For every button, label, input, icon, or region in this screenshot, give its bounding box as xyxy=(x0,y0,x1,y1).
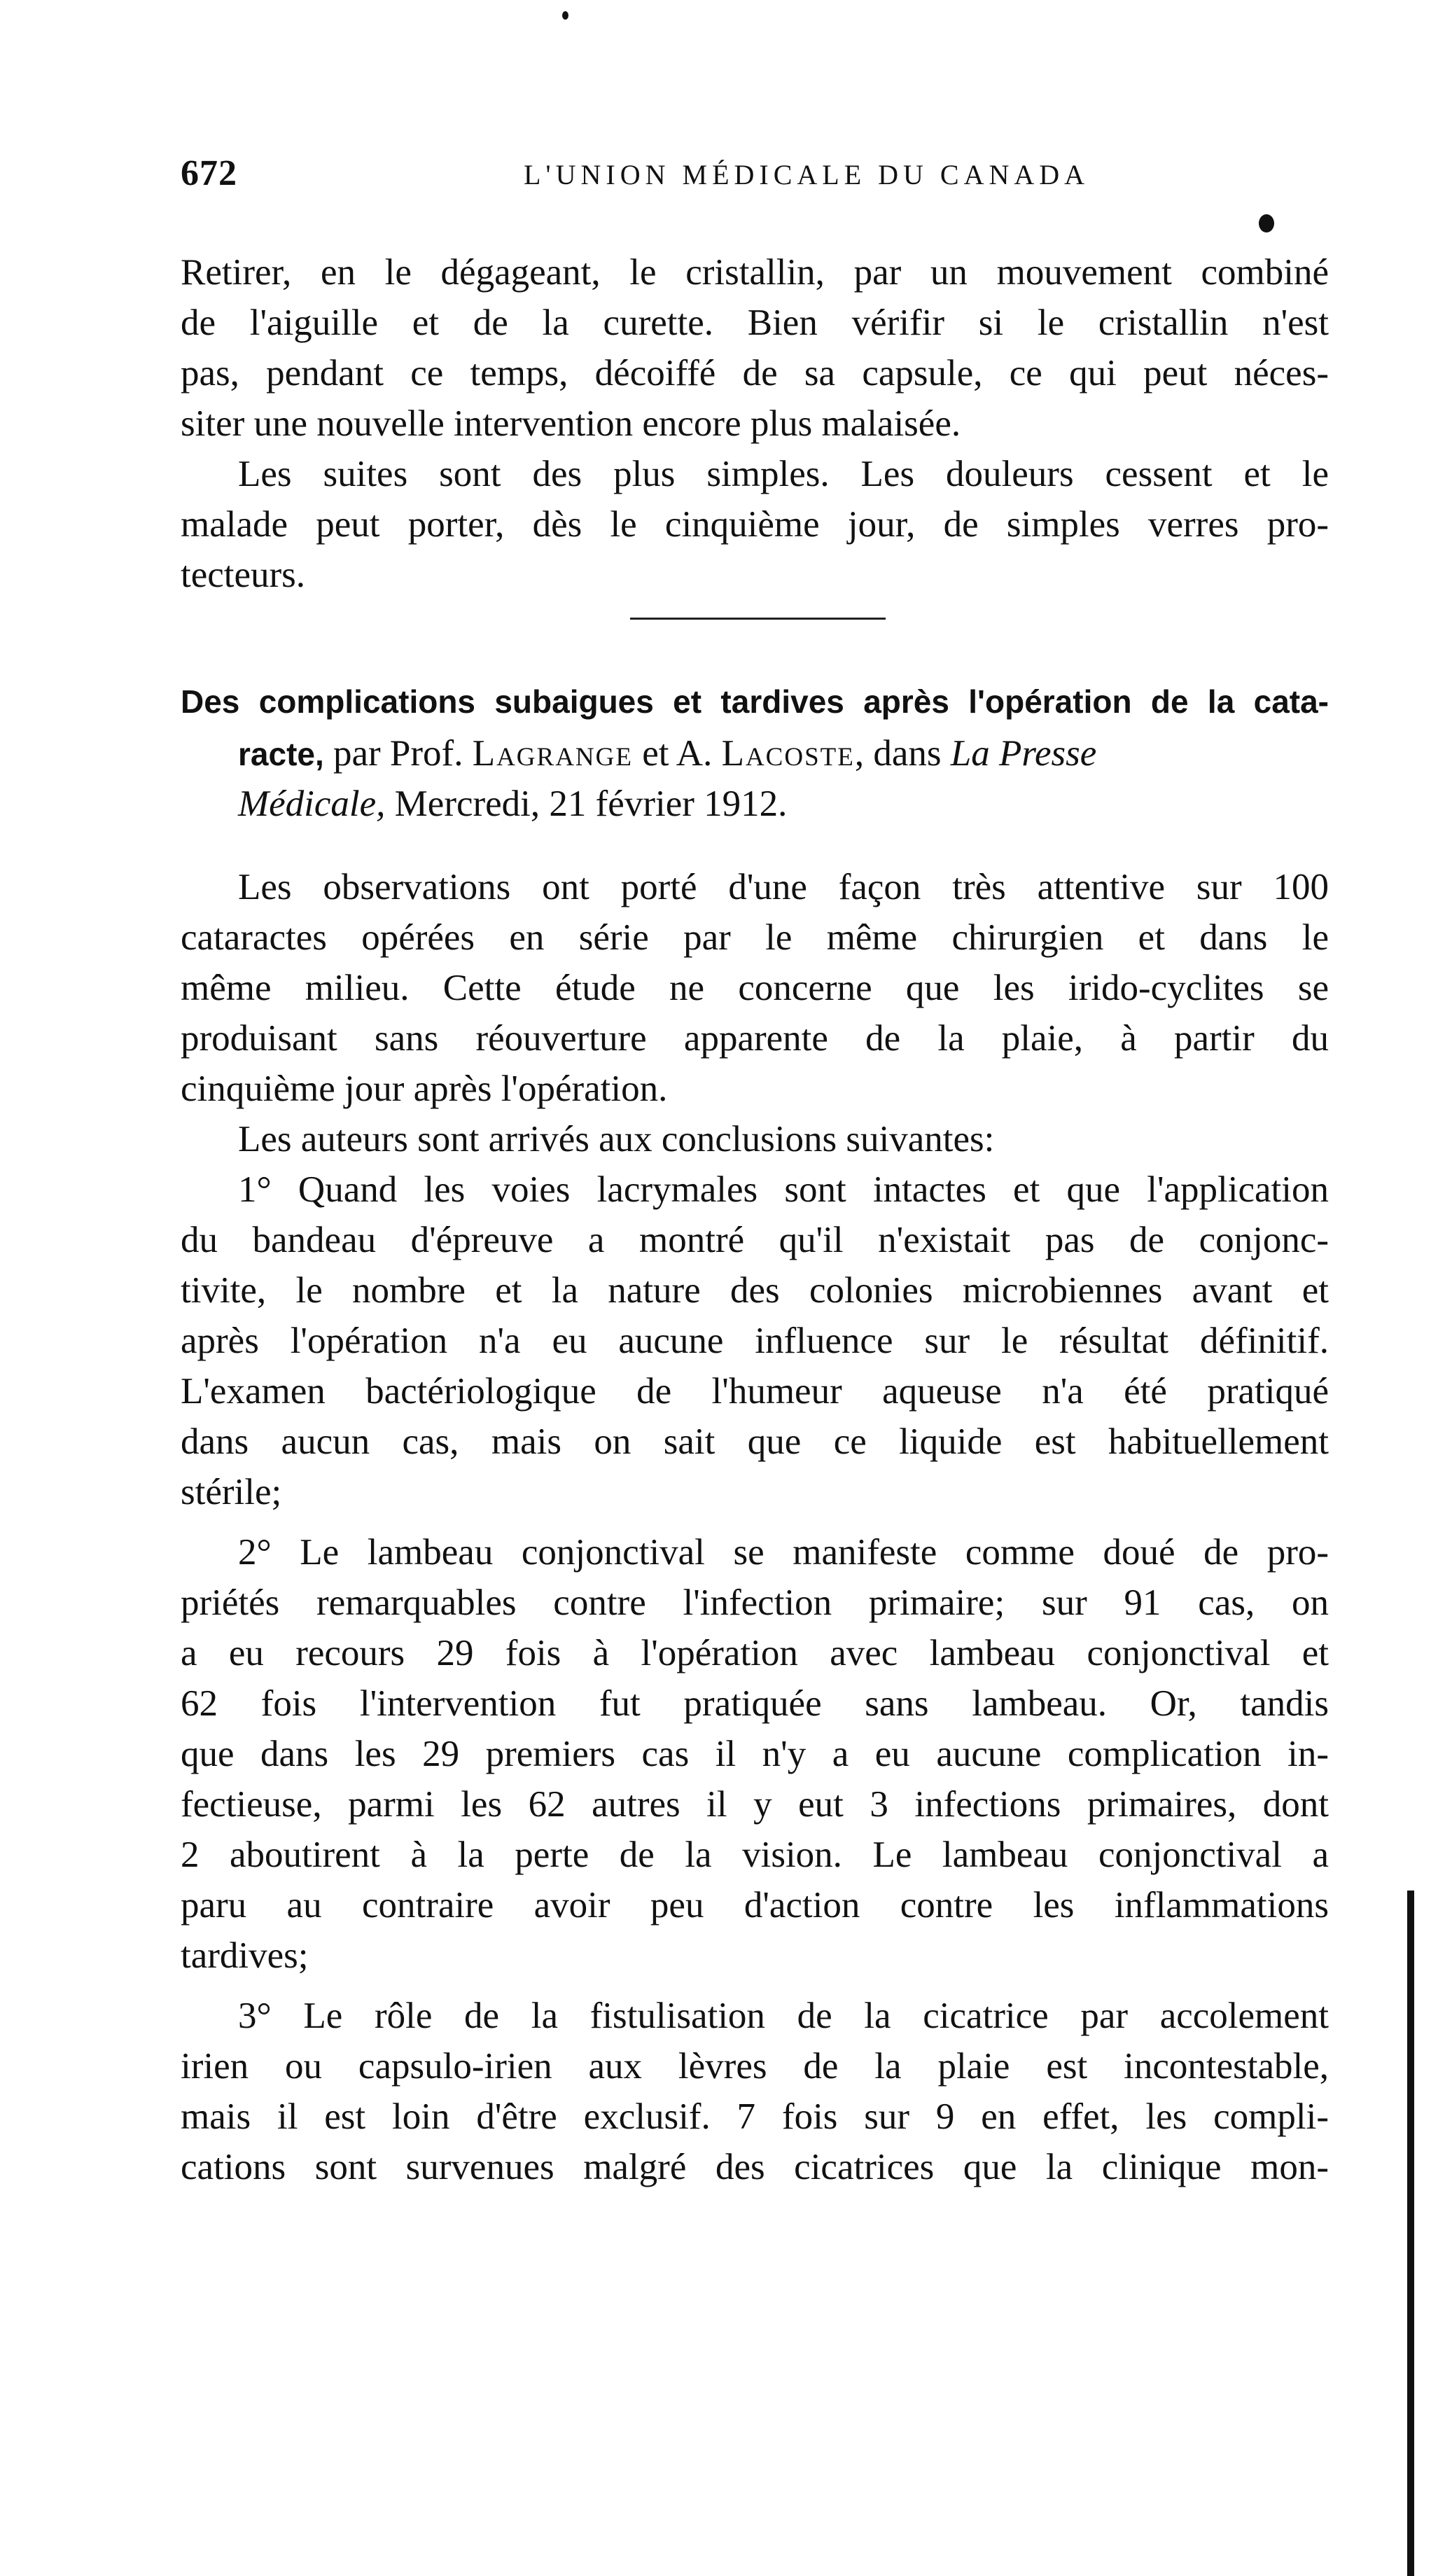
paragraph3-line: cinquième jour après l'opération. xyxy=(181,1068,668,1109)
citation-par: par Prof. xyxy=(323,733,473,774)
ink-speck-margin xyxy=(1259,214,1274,232)
paragraph1-line: Retirer, en le dégageant, le cristallin, par un mouvement combiné xyxy=(181,252,1329,293)
article-date: Mercredi, 21 février 1912. xyxy=(385,784,788,824)
paragraph1-line: siter une nouvelle intervention encore plus malaisée. xyxy=(181,403,961,444)
citation-dans: , dans xyxy=(854,733,951,774)
article-title-end: racte, xyxy=(238,736,324,772)
paragraph4-line: Les auteurs sont arrivés aux conclusions suivantes: xyxy=(238,1119,995,1160)
paragraph3-line: même milieu. Cette étude ne concerne que les irido-cyclites se xyxy=(181,968,1329,1008)
conclusion2-line: a eu recours 29 fois à l'opération avec lambeau conjonctival et xyxy=(181,1633,1329,1673)
journal-name-part1: La Presse xyxy=(950,733,1097,774)
conclusion1-line: après l'opération n'a eu aucune influence sur le résultat définitif. xyxy=(181,1321,1329,1361)
conclusion3-line: irien ou capsulo-irien aux lèvres de la plaie est incontestable, xyxy=(181,2046,1329,2087)
paragraph2-line: Les suites sont des plus simples. Les douleurs cessent et le xyxy=(238,454,1329,494)
running-header xyxy=(181,153,1329,202)
running-title: L'UNION MÉDICALE DU CANADA xyxy=(524,159,1090,190)
conclusion3-line: 3° Le rôle de la fistulisation de la cicatrice par accolement xyxy=(238,1996,1329,2036)
ink-speck-top xyxy=(562,11,568,20)
conclusion2-line: priétés remarquables contre l'infection primaire; sur 91 cas, on xyxy=(181,1582,1329,1623)
paragraph3-line: Les observations ont porté d'une façon très attentive sur 100 xyxy=(238,867,1329,907)
conclusion2-line: 2° Le lambeau conjonctival se manifeste comme doué de pro- xyxy=(238,1532,1329,1573)
section-separator xyxy=(630,618,886,620)
conclusion2-line: fectieuse, parmi les 62 autres il y eut 3 infections primaires, dont xyxy=(181,1784,1329,1825)
conclusion1-line: du bandeau d'épreuve a montré qu'il n'existait pas de conjonc- xyxy=(181,1220,1329,1260)
conclusion1-line: stérile; xyxy=(181,1472,282,1512)
page-edge-shadow xyxy=(1407,1891,1414,2576)
conclusion2-line: paru au contraire avoir peu d'action contre les inflammations xyxy=(181,1885,1329,1926)
paragraph2-line: malade peut porter, dès le cinquième jour, de simples verres pro- xyxy=(181,504,1329,545)
article-citation-line xyxy=(238,728,1329,779)
conclusion2-line: tardives; xyxy=(181,1935,309,1976)
conclusion1-line: tivite, le nombre et la nature des colonies microbiennes avant et xyxy=(181,1270,1329,1311)
paragraph2-line: tecteurs. xyxy=(181,555,306,595)
conclusion1-line: L'examen bactériologique de l'humeur aqueuse n'a été pratiqué xyxy=(181,1371,1329,1412)
conclusion3-line: mais il est loin d'être exclusif. 7 fois sur 9 en effet, les compli- xyxy=(181,2096,1329,2137)
journal-name-part2: Médicale, xyxy=(238,784,386,824)
conclusion1-line: 1° Quand les voies lacrymales sont intactes et que l'application xyxy=(238,1169,1329,1210)
conclusion3-line: cations sont survenues malgré des cicatrices que la clinique mon- xyxy=(181,2147,1329,2187)
article-title-line: Des complications subaigues et tardives après l'opération de la cata- xyxy=(181,683,1329,720)
paragraph1-line: pas, pendant ce temps, décoiffé de sa capsule, ce qui peut néces- xyxy=(181,353,1329,394)
page-number: 672 xyxy=(181,153,237,193)
conclusion2-line: 62 fois l'intervention fut pratiquée sans lambeau. Or, tandis xyxy=(181,1683,1329,1724)
paragraph3-line: cataractes opérées en série par le même chirurgien et dans le xyxy=(181,917,1329,958)
paragraph1-line: de l'aiguille et de la curette. Bien vérifir si le cristallin n'est xyxy=(181,302,1329,343)
author-lagrange: Lagrange xyxy=(472,733,633,774)
conclusion1-line: dans aucun cas, mais on sait que ce liquide est habituellement xyxy=(181,1421,1329,1462)
conclusion2-line: 2 aboutirent à la perte de la vision. Le lambeau conjonctival a xyxy=(181,1834,1329,1875)
article-date-line xyxy=(238,779,1329,829)
conclusion2-line: que dans les 29 premiers cas il n'y a eu aucune complication in- xyxy=(181,1734,1329,1774)
author-lacoste: Lacoste xyxy=(721,733,855,774)
citation-et: et A. xyxy=(632,733,722,774)
paragraph3-line: produisant sans réouverture apparente de la plaie, à partir du xyxy=(181,1018,1329,1059)
